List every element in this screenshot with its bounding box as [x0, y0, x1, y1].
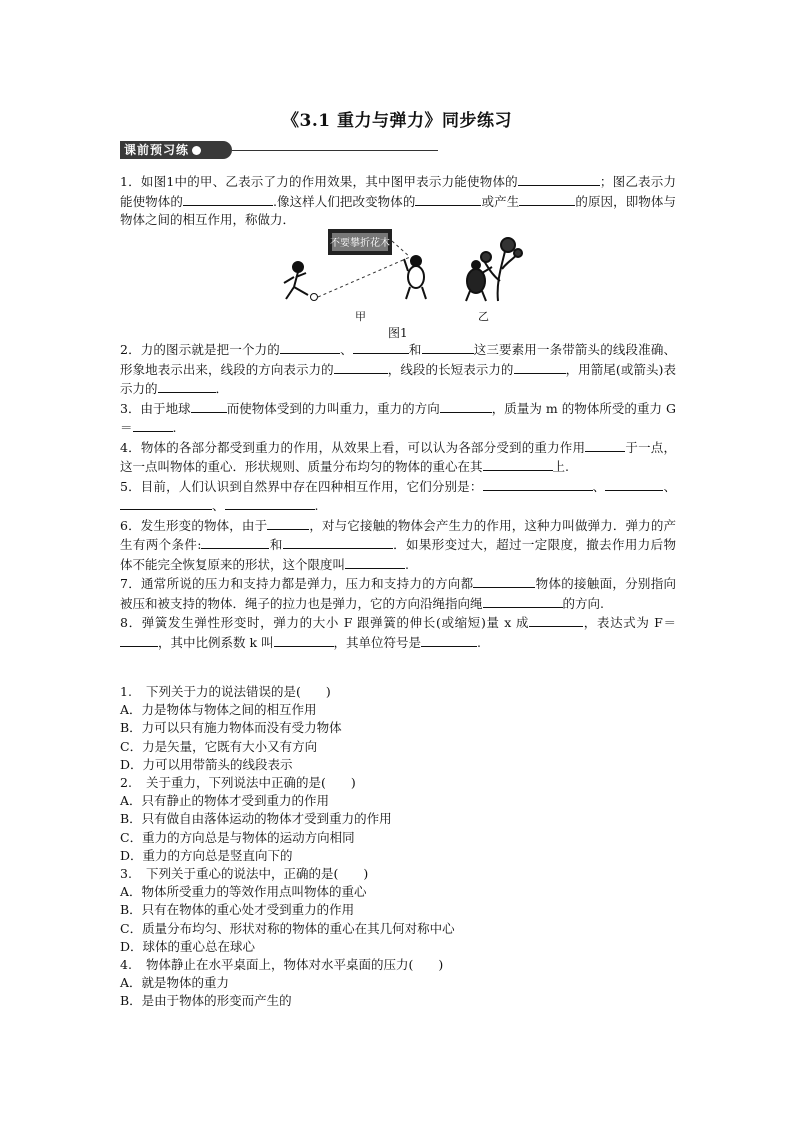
answer-blank[interactable] [158, 379, 216, 393]
mcq-stem: 下列关于重心的说法中，正确的是( ) [146, 866, 369, 882]
sign-text: 不要攀折花木 [330, 238, 390, 249]
answer-blank[interactable] [605, 477, 663, 491]
q3-text-d: . [172, 420, 177, 435]
mcq-stem: 下列关于力的说法错误的是( ) [146, 684, 331, 699]
q8-text-b: ，表达式为 F＝ [583, 615, 676, 630]
bullet-dot-icon [192, 146, 201, 155]
answer-blank[interactable] [518, 172, 600, 186]
mcq-option[interactable]: B．是由于物体的形变而产生的 [120, 993, 292, 1009]
question-8 [120, 613, 676, 652]
mcq-option[interactable]: C．力是矢量，它既有大小又有方向 [120, 738, 318, 754]
q1-text-c: .像这样人们把改变物体的 [272, 193, 416, 209]
answer-blank[interactable] [345, 555, 405, 569]
section-rule [232, 150, 438, 151]
answer-blank[interactable] [473, 574, 535, 588]
q5-text-c: 、 [663, 478, 676, 494]
q2-text-e: ，线段的长短表示力的 [387, 361, 514, 377]
mcq-option[interactable]: A．就是物体的重力 [120, 975, 230, 991]
ball [311, 294, 318, 301]
mcq-3 [120, 865, 680, 956]
mcq-option[interactable]: D．力可以用带箭头的线段表示 [120, 756, 293, 772]
answer-blank[interactable] [585, 438, 625, 452]
mcq-option[interactable]: B．只有做自由落体运动的物体才受到重力的作用 [120, 811, 392, 827]
mcq-number: 4. [120, 957, 132, 973]
mcq-option[interactable]: A．物体所受重力的等效作用点叫物体的重心 [120, 884, 367, 900]
q4-text-c: 上. [552, 459, 569, 474]
q7-text-b: 物体的接触面，分别指向被压和被支持的物体．绳子的拉力也是弹力，它的方向沿绳指向绳 [120, 576, 676, 611]
mcq-option[interactable]: B．只有在物体的重心处才受到重力的作用 [120, 902, 355, 918]
q1-text-e: 的原因，即物体与物体之间的相互作用，称做力． [120, 193, 676, 227]
q5-text-e: . [314, 498, 319, 513]
question-7 [120, 574, 676, 613]
q3-text-b: 而使物体受到的力叫重力，重力的方向 [226, 400, 440, 416]
q6-text-e: . [405, 556, 409, 572]
answer-blank[interactable] [519, 192, 575, 206]
mcq-stem: 物体静止在水平桌面上，物体对水平桌面的压力( ) [146, 957, 444, 973]
answer-blank[interactable] [120, 496, 212, 510]
answer-blank[interactable] [120, 633, 158, 647]
mcq-2 [120, 774, 680, 865]
question-5 [120, 477, 676, 516]
page-title: 《3.1 重力与弹力》同步练习 [282, 111, 512, 131]
answer-blank[interactable] [440, 399, 492, 413]
q2-text-g: ． [215, 381, 229, 396]
answer-blank[interactable] [422, 340, 474, 354]
figure-caption: 图1 [388, 326, 408, 340]
q2-text-d: 这三要素用一条带箭头的线段准确、形象地表示出来，线段的方向表示力的 [120, 342, 676, 377]
answer-blank[interactable] [483, 457, 553, 471]
mcq-option[interactable]: C．质量分布均匀、形状对称的物体的重心在其几何对称中心 [120, 920, 455, 936]
mcq-number: 1. [120, 684, 132, 699]
answer-blank[interactable] [201, 535, 269, 549]
question-4 [120, 438, 676, 477]
q8-text-c: ，其中比例系数 k 叫 [158, 634, 274, 650]
q8-text-a: 8．弹簧发生弹性形变时，弹力的大小 F 跟弹簧的伸长(或缩短)量 x 成 [120, 615, 530, 630]
answer-blank[interactable] [267, 516, 309, 530]
q7-text-a: 7．通常所说的压力和支持力都是弹力，压力和支持力的方向都 [120, 576, 474, 591]
q2-text-b: 、 [339, 342, 353, 357]
answer-blank[interactable] [191, 399, 227, 413]
q1-text-b: ；图乙表示力能使物体的 [120, 174, 676, 209]
answer-blank[interactable] [353, 340, 409, 354]
q2-text-a: 2．力的图示就是把一个力的 [120, 342, 280, 357]
q6-text-a: 6．发生形变的物体，由于 [120, 517, 268, 533]
trajectory-line [392, 241, 410, 257]
answer-blank[interactable] [133, 418, 173, 432]
question-2 [120, 340, 676, 399]
answer-blank[interactable] [225, 496, 315, 510]
answer-blank[interactable] [280, 340, 340, 354]
answer-blank[interactable] [529, 613, 583, 627]
answer-blank[interactable] [334, 360, 388, 374]
q3-text-c: ，质量为 m 的物体所受的重力 G＝ [120, 400, 676, 435]
q2-text-c: 和 [408, 342, 422, 357]
trajectory-line [318, 257, 410, 297]
kicker-figure [284, 262, 308, 299]
figure-label-jia: 甲 [355, 310, 366, 323]
answer-blank[interactable] [415, 192, 481, 206]
q5-text-a: 5．目前，人们认识到自然界中存在四种相互作用，它们分别是： [120, 478, 483, 494]
mcq-4 [120, 956, 680, 1011]
multiple-choice-section [120, 683, 680, 1011]
answer-blank[interactable] [274, 633, 334, 647]
q6-text-c: 和 [269, 537, 283, 552]
q1-text-a: 1．如图1中的甲、乙表示了力的作用效果，其中图甲表示力能使物体的 [120, 174, 518, 189]
q4-text-b: 于一点，这一点叫物体的重心．形状规则、质量分布均匀的物体的重心在其 [120, 439, 676, 474]
section-label: 课前预习练 [124, 143, 190, 157]
mcq-option[interactable]: A．力是物体与物体之间的相互作用 [120, 702, 317, 718]
q7-text-c: 的方向. [562, 595, 604, 611]
figure-1 [270, 225, 530, 343]
q1-text-d: 或产生 [481, 193, 520, 209]
q8-text-e: . [477, 634, 482, 650]
mcq-option[interactable]: D．球体的重心总在球心 [120, 938, 256, 954]
mcq-number: 2. [120, 775, 132, 791]
q6-text-d: ．如果形变过大，超过一定限度，撤去作用力后物体不能完全恢复原来的形状，这个限度叫 [120, 537, 676, 572]
mcq-option[interactable]: D．重力的方向总是竖直向下的 [120, 847, 293, 863]
mcq-option[interactable]: A．只有静止的物体才受到重力的作用 [120, 793, 330, 809]
q3-text-a: 3．由于地球 [120, 400, 191, 416]
q5-text-b: 、 [592, 478, 606, 494]
q5-text-d: 、 [212, 498, 225, 513]
mcq-stem: 关于重力，下列说法中正确的是( ) [146, 775, 356, 791]
section-tag [120, 141, 232, 159]
answer-blank[interactable] [483, 594, 563, 608]
q8-text-d: ，其单位符号是 [333, 634, 422, 650]
answer-blank[interactable] [283, 535, 393, 549]
q4-text-a: 4．物体的各部分都受到重力的作用，从效果上看，可以认为各部分受到的重力作用 [120, 439, 586, 455]
mcq-option[interactable]: C．重力的方向总是与物体的运动方向相同 [120, 829, 355, 845]
goalkeeper-figure [404, 256, 426, 299]
q6-text-b: ，对与它接触的物体会产生力的作用，这种力叫做弹力．弹力的产生有两个条件: [120, 517, 676, 552]
question-3 [120, 399, 676, 438]
answer-blank[interactable] [183, 192, 273, 206]
figure-label-yi: 乙 [478, 310, 489, 323]
questions-2-8 [120, 340, 676, 652]
answer-blank[interactable] [514, 360, 566, 374]
question-6 [120, 516, 676, 575]
answer-blank[interactable] [421, 633, 477, 647]
mcq-option[interactable]: B．力可以只有施力物体而没有受力物体 [120, 720, 342, 736]
question-1 [120, 172, 676, 230]
mcq-1 [120, 683, 680, 774]
q2-text-f: ，用箭尾(或箭头)表示力的 [120, 361, 676, 396]
mcq-number: 3. [120, 866, 132, 882]
answer-blank[interactable] [483, 477, 593, 491]
